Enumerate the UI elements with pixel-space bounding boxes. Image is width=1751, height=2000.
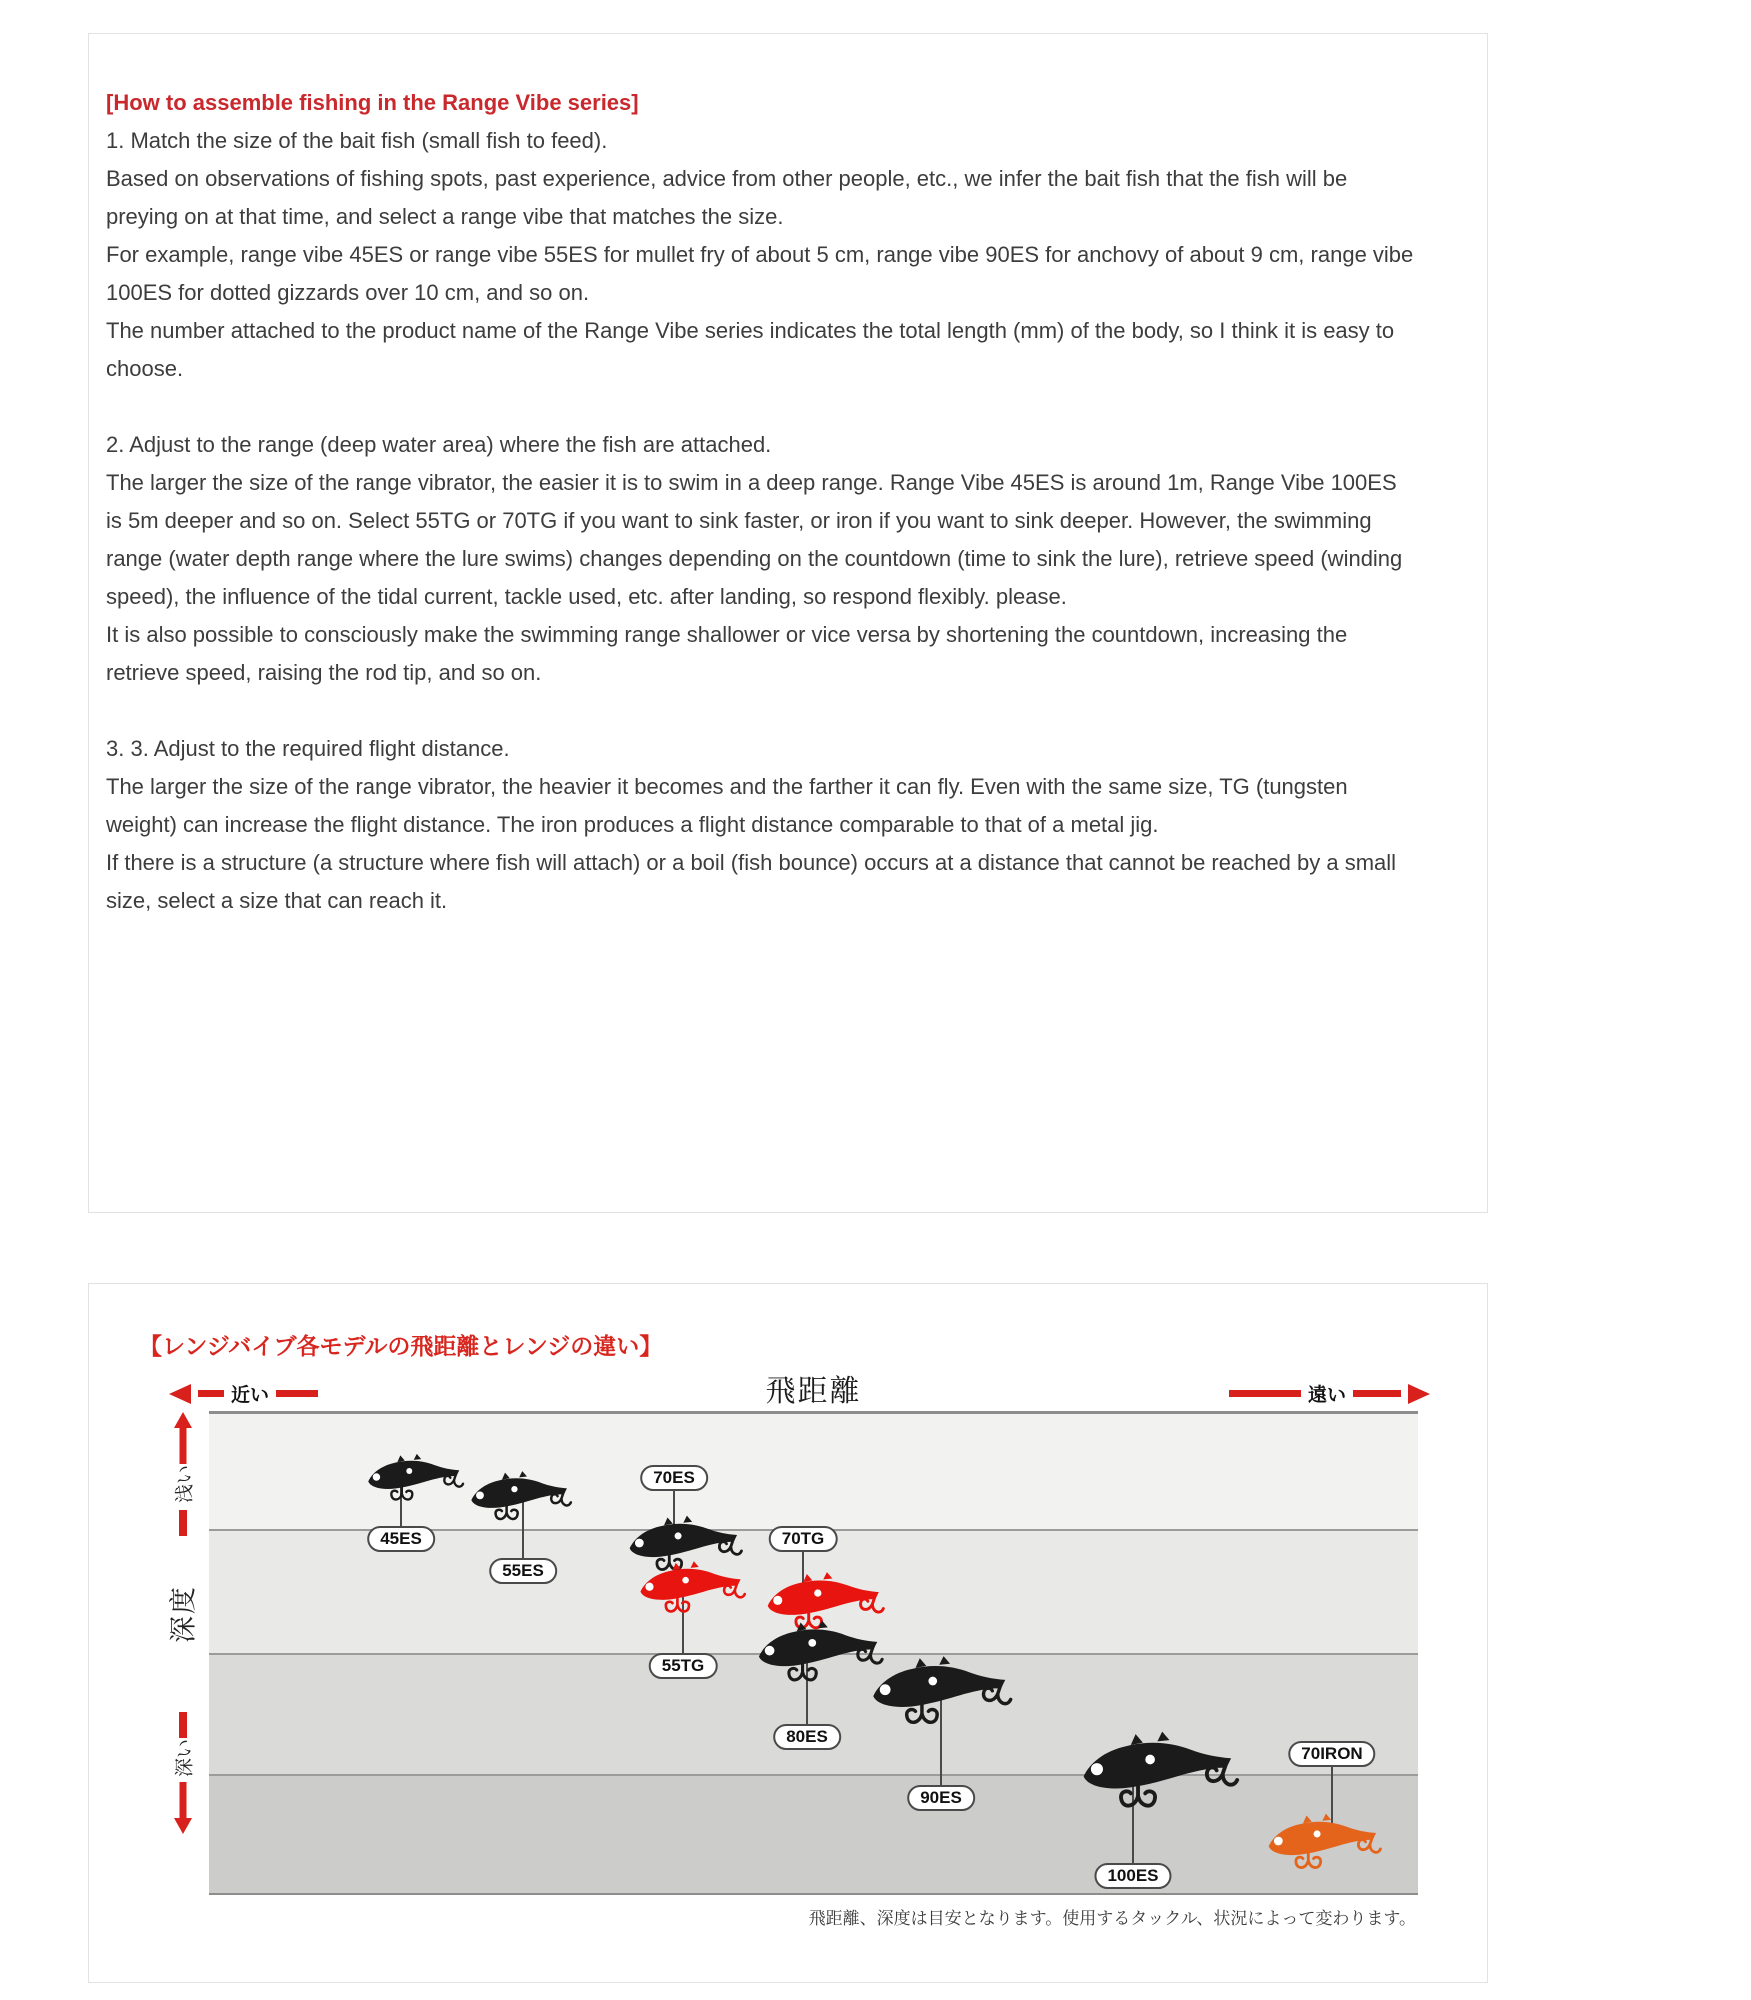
model-label-70tg: 70TG bbox=[769, 1526, 838, 1552]
article-paragraph: For example, range vibe 45ES or range vibe 55ES for mullet fry of about 5 cm, range vibe 90ES for anchovy of about 9 cm, range vibe 100ES for dotted gizzards over 10 cm, and so on. bbox=[106, 242, 1414, 305]
x-axis-far-label: 遠い bbox=[1308, 1385, 1347, 1406]
lure-90es bbox=[870, 1649, 1015, 1739]
x-axis-near-label: 近い bbox=[231, 1385, 270, 1406]
model-label-70iron: 70IRON bbox=[1288, 1741, 1375, 1767]
lure-45es bbox=[366, 1449, 466, 1511]
article-paragraph: If there is a structure (a structure where fish will attach) or a boil (fish bounce) occurs at a distance that cannot be reached by a small size, select a size that can reach it. bbox=[106, 850, 1397, 913]
article-paragraph: Based on observations of fishing spots, past experience, advice from other people, etc., we infer the bait fish that the fish will be preying on at that time, and select a range vibe that matches the size. bbox=[106, 166, 1348, 229]
y-axis-deep-label: 深い bbox=[174, 1738, 196, 1778]
article-paragraph: It is also possible to consciously make the swimming range shallower or vice versa by shortening the countdown, increasing the retrieve speed, raising the rod tip, and so on. bbox=[106, 622, 1348, 685]
model-label-70es: 70ES bbox=[640, 1465, 708, 1491]
article-card bbox=[88, 33, 1488, 1213]
article-paragraph: 3. 3. Adjust to the required flight distance. bbox=[106, 736, 510, 761]
article-heading: [How to assemble fishing in the Range Vibe series] bbox=[106, 90, 639, 115]
y-axis-shallow-label: 浅い bbox=[174, 1464, 196, 1504]
model-label-55es: 55ES bbox=[489, 1558, 557, 1584]
y-axis-title: 深度 bbox=[168, 1585, 199, 1643]
article-section bbox=[106, 426, 1447, 692]
article-body bbox=[106, 122, 1447, 920]
model-label-55tg: 55TG bbox=[649, 1653, 718, 1679]
models-layer bbox=[89, 1284, 1489, 1984]
model-label-90es: 90ES bbox=[907, 1785, 975, 1811]
model-label-80es: 80ES bbox=[773, 1724, 841, 1750]
lure-55tg bbox=[638, 1556, 748, 1624]
lure-55es bbox=[469, 1466, 574, 1531]
lure-100es bbox=[1080, 1724, 1242, 1824]
article-paragraph: The number attached to the product name of the Range Vibe series indicates the total length (mm) of the body, so I think it is easy to choose. bbox=[106, 318, 1395, 381]
article-paragraph: The larger the size of the range vibrator, the easier it is to swim in a deep range. Range Vibe 45ES is around 1m, Range Vibe 100ES is 5m deeper and so on. Select 55TG or 70TG if you want to sink faster, or iron if you want to sink deeper. However, the swimming range (water depth range where the lure swims) changes depending on the countdown (time to sink the lure), retrieve speed (winding speed), the influence of the tidal current, tackle used, etc. after landing, so respond flexibly. please. bbox=[106, 470, 1403, 609]
model-label-45es: 45ES bbox=[367, 1526, 435, 1552]
article-paragraph: The larger the size of the range vibrator, the heavier it becomes and the farther it can fly. Even with the same size, TG (tungsten weight) can increase the flight distance. The iron produces a flight distance comparable to that of a metal jig. bbox=[106, 774, 1348, 837]
article-paragraph: 1. Match the size of the bait fish (small fish to feed). bbox=[106, 128, 608, 153]
article-section bbox=[106, 730, 1447, 920]
diagram-card bbox=[88, 1283, 1488, 1983]
diagram-caption: 飛距離、深度は目安となります。使用するタックル、状況によって変わります。 bbox=[808, 1909, 1416, 1928]
model-label-100es: 100ES bbox=[1094, 1863, 1171, 1889]
x-axis-title: 飛距離 bbox=[765, 1375, 862, 1408]
article-section bbox=[106, 122, 1447, 388]
lure-80es bbox=[756, 1614, 886, 1695]
lure-70iron bbox=[1266, 1808, 1384, 1881]
article-paragraph: 2. Adjust to the range (deep water area) where the fish are attached. bbox=[106, 432, 772, 457]
diagram-title: 【レンジバイブ各モデルの飛距離とレンジの違い】 bbox=[139, 1333, 663, 1359]
